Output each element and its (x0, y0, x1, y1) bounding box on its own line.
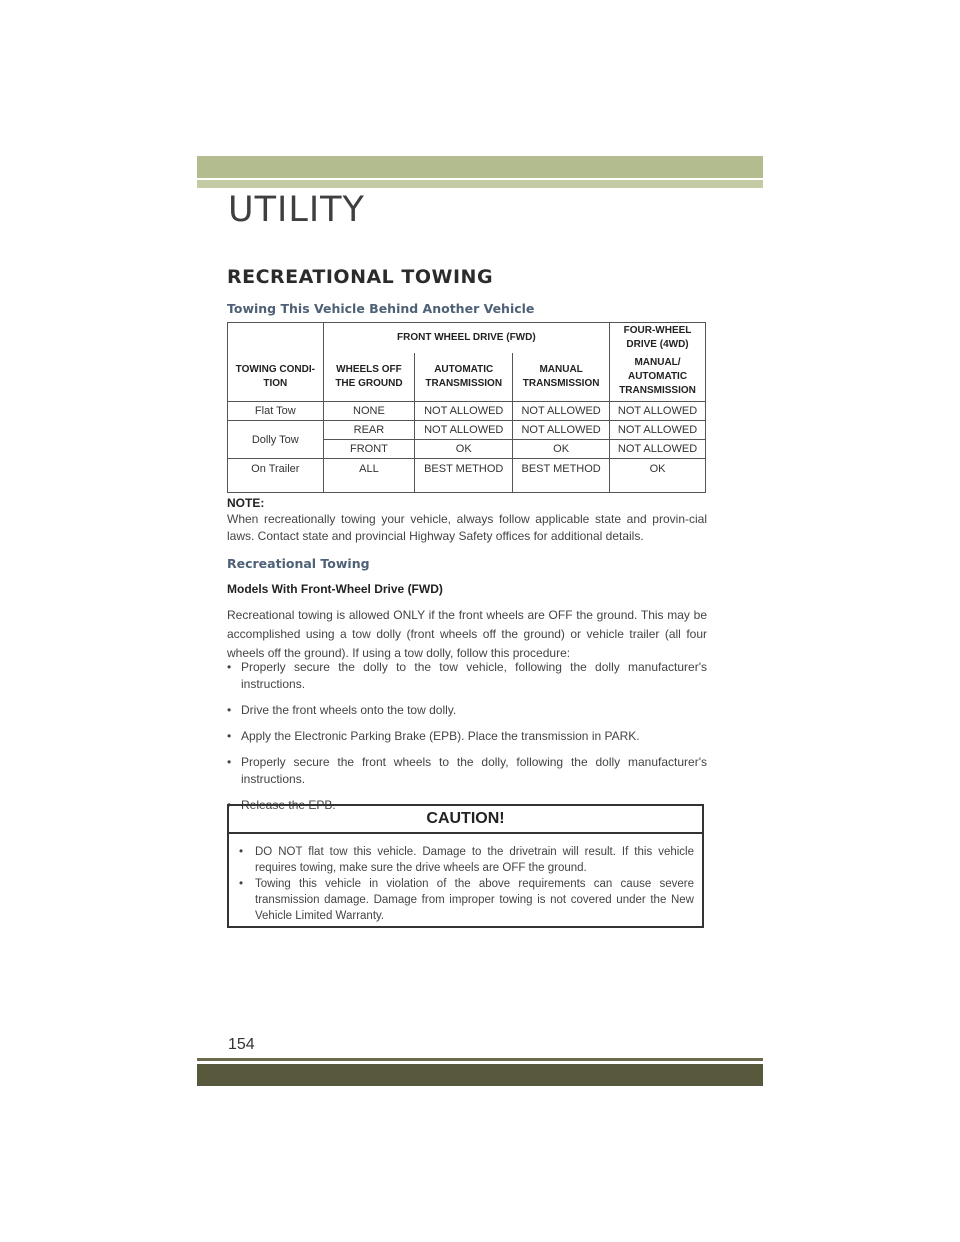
cell-4wd: NOT ALLOWED (610, 440, 706, 459)
list-item (227, 702, 707, 719)
table-heading-wrap (227, 301, 534, 316)
cell-manual: BEST METHOD (513, 459, 610, 493)
table-column-header-row (228, 353, 706, 402)
cell-condition: Flat Tow (228, 402, 324, 421)
cell-wheels: REAR (323, 421, 415, 440)
list-item-text: Properly secure the dolly to the tow vehicle, following the dolly manufacturer's instructions. (241, 660, 707, 691)
table-row (228, 459, 706, 493)
list-item (227, 728, 707, 745)
cell-wheels: NONE (323, 402, 415, 421)
table-group-header-row (228, 323, 706, 354)
list-item (227, 659, 707, 693)
bullet-icon: • (227, 703, 232, 717)
page-number: 154 (228, 1036, 255, 1053)
cell-manual: NOT ALLOWED (513, 421, 610, 440)
bullet-icon: • (239, 846, 244, 858)
cell-manual: NOT ALLOWED (513, 402, 610, 421)
caution-list (229, 844, 702, 924)
cell-auto: NOT ALLOWED (415, 402, 513, 421)
cell-condition: Dolly Tow (228, 421, 324, 459)
note-text: When recreationally towing your vehicle, always follow applicable state and provin-cial laws. Contact state and provincial Highway Safety offices for additional details. (227, 512, 707, 543)
bullet-icon: • (227, 660, 232, 674)
caution-item-text: Towing this vehicle in violation of the above requirements can cause severe transmission damage. Damage from improper towing is not covered under the New Vehicle Limited Warranty. (255, 878, 694, 922)
bullet-icon: • (227, 755, 232, 769)
header-bar (197, 156, 763, 178)
cell-auto: BEST METHOD (415, 459, 513, 493)
cell-manual: OK (513, 440, 610, 459)
header-bar-underline (197, 180, 763, 188)
section-heading: Recreational Towing (227, 556, 370, 571)
cell-wheels: FRONT (323, 440, 415, 459)
list-item (239, 844, 694, 876)
list-item-text: Drive the front wheels onto the tow dolly. (241, 703, 457, 717)
caution-item-text: DO NOT flat tow this vehicle. Damage to the drivetrain will result. If this vehicle requires towing, make sure the drive wheels are OFF the ground. (255, 846, 694, 874)
list-item-text: Properly secure the front wheels to the dolly, following the dolly manufacturer's instructions. (241, 755, 707, 786)
cell-auto: OK (415, 440, 513, 459)
col-header-wheels: WHEELS OFF THE GROUND (323, 353, 415, 402)
list-item (227, 754, 707, 788)
bullet-icon: • (227, 798, 232, 812)
footer-bar (197, 1064, 763, 1086)
list-item-text: Apply the Electronic Parking Brake (EPB). Place the transmission in PARK. (241, 729, 640, 743)
caution-title: CAUTION! (229, 806, 702, 834)
bullet-icon: • (239, 878, 244, 890)
table-empty-cell (228, 323, 324, 354)
section-heading-wrap (227, 556, 370, 571)
cell-4wd: NOT ALLOWED (610, 402, 706, 421)
section-subheading: Models With Front-Wheel Drive (FWD) (227, 582, 443, 596)
bullet-icon: • (227, 729, 232, 743)
group-fwd-header: FRONT WHEEL DRIVE (FWD) (323, 323, 609, 354)
table-row (228, 402, 706, 421)
cell-4wd: OK (610, 459, 706, 493)
table-row (228, 421, 706, 440)
cell-4wd: NOT ALLOWED (610, 421, 706, 440)
note-label: NOTE: (227, 496, 265, 510)
col-header-auto: AUTOMATIC TRANSMISSION (415, 353, 513, 402)
page-title-wrap (227, 266, 493, 288)
list-item-text: Release the EPB. (241, 798, 336, 812)
table-heading: Towing This Vehicle Behind Another Vehicle (227, 301, 535, 316)
group-4wd-header (610, 323, 706, 354)
col-header-condition: TOWING CONDI- TION (228, 353, 324, 402)
footer-rule (197, 1058, 763, 1061)
section-label: UTILITY (228, 190, 365, 230)
procedure-list (227, 659, 707, 823)
list-item (239, 876, 694, 924)
cell-wheels: ALL (323, 459, 415, 493)
cell-condition: On Trailer (228, 459, 324, 493)
cell-auto: NOT ALLOWED (415, 421, 513, 440)
towing-table (227, 322, 706, 493)
col-header-4wd: MANUAL/ AUTOMATIC TRANSMISSION (610, 353, 706, 402)
caution-box (227, 804, 704, 928)
group-4wd-label: FOUR-WHEEL DRIVE (4WD) (623, 325, 692, 350)
col-header-manual: MANUAL TRANSMISSION (513, 353, 610, 402)
section-paragraph: Recreational towing is allowed ONLY if the front wheels are OFF the ground. This may be accomplished using a tow dolly (front wheels off the ground) or vehicle trailer (all four wheels off the ground). If using a tow dolly, follow this procedure: (227, 608, 707, 660)
page-title: RECREATIONAL TOWING (227, 266, 494, 288)
